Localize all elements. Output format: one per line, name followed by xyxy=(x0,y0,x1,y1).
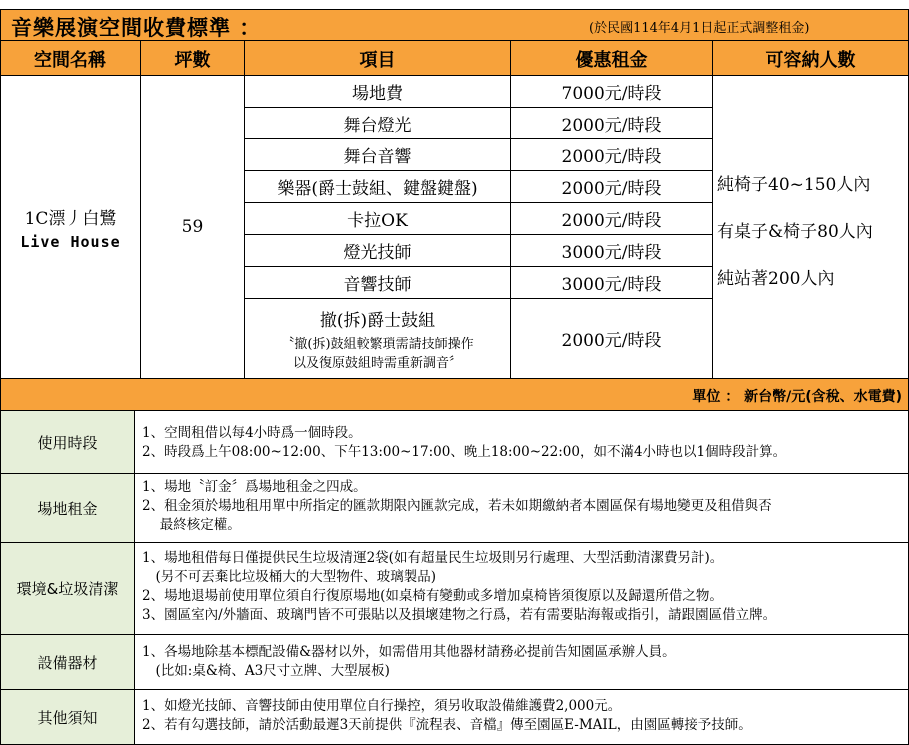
price-stage-audio: 2000元/時段 xyxy=(510,139,712,171)
currency-unit: 單位 ： 新台幣/元(含稅、水電費) xyxy=(692,389,902,405)
notes-content-cleaning xyxy=(134,543,909,635)
col-header-price: 優惠租金 xyxy=(510,41,712,76)
col-header-area: 坪數 xyxy=(140,41,244,76)
notes-content-other xyxy=(134,690,909,745)
price-drum-teardown: 2000元/時段 xyxy=(510,299,712,379)
price-stage-lighting: 2000元/時段 xyxy=(510,108,712,139)
unit-bar xyxy=(0,379,909,411)
notes-label-equipment: 設備器材 xyxy=(0,635,134,690)
notes-label-usage-period: 使用時段 xyxy=(0,411,134,474)
capacity-chairs-only: 純椅子40~150人內 xyxy=(717,175,871,195)
col-header-capacity: 可容納人數 xyxy=(712,41,909,76)
effective-date-note: (於民國114年4月1日起正式調整租金) xyxy=(589,21,810,36)
item-audio-technician: 音響技師 xyxy=(244,267,510,299)
note-line: (另不可丟棄比垃圾桶大的大型物件、玻璃製品) xyxy=(142,569,437,585)
note-line: (比如:桌&椅、A3尺寸立牌、大型展板) xyxy=(142,663,390,679)
note-line: 2、租金須於場地租用單中所指定的匯款期限內匯款完成，若未如期繳納者本園區保有場地變更及租借與否 xyxy=(142,498,772,514)
notes-label-other: 其他須知 xyxy=(0,690,134,745)
note-line: 2、時段爲上午08:00~12:00、下午13:00~17:00、晚上18:00~22:00，如不滿4小時也以1個時段計算。 xyxy=(142,444,787,460)
col-header-space-name: 空間名稱 xyxy=(34,49,106,71)
notes-content-usage-period xyxy=(134,411,909,474)
item-drum-teardown xyxy=(244,299,510,379)
price-audio-technician: 3000元/時段 xyxy=(510,267,712,299)
drum-teardown-note-2: 以及復原鼓組時需重新調音〞 xyxy=(292,356,462,371)
capacity-tables-chairs: 有桌子&椅子80人內 xyxy=(717,222,873,242)
notes-content-equipment xyxy=(134,635,909,690)
page-title: 音樂展演空間收費標準 ： xyxy=(11,15,262,40)
item-karaoke: 卡拉OK xyxy=(244,203,510,235)
space-name-cell xyxy=(0,76,140,379)
item-stage-audio: 舞台音響 xyxy=(244,139,510,171)
item-venue-fee: 場地費 xyxy=(244,76,510,108)
notes-label-cleaning: 環境&垃圾清潔 xyxy=(0,543,134,635)
space-name-english: Live House xyxy=(20,232,121,251)
item-instruments: 樂器(爵士鼓組、鍵盤鍵盤) xyxy=(244,171,510,203)
capacity-cell xyxy=(712,76,909,379)
notes-content-venue-rent xyxy=(134,474,909,543)
note-line: 3、園區室內/外牆面、玻璃門皆不可張貼以及損壞建物之行爲，若有需要貼海報或指引，請跟園區借立牌。 xyxy=(142,607,777,623)
note-line: 2、場地退場前使用單位須自行復原場地(如桌椅有變動或多增加桌椅皆須復原以及歸還所借之物。 xyxy=(142,588,723,604)
note-line: 1、各場地除基本標配設備&器材以外，如需借用其他器材請務必提前告知園區承辦人員。 xyxy=(142,644,676,660)
title-bar xyxy=(0,9,909,41)
notes-label-venue-rent: 場地租金 xyxy=(0,474,134,543)
drum-teardown-note-1: 〝撤(拆)鼓組較繁瑣需請技師操作 xyxy=(281,337,474,352)
price-lighting-technician: 3000元/時段 xyxy=(510,235,712,267)
note-line: 1、場地租借每日僅提供民生垃圾清運2袋(如有超量民生垃圾則另行處理、大型活動清潔費另計)。 xyxy=(142,550,724,566)
col-header-item: 項目 xyxy=(244,41,510,76)
capacity-standing: 純站著200人內 xyxy=(717,269,835,289)
space-name: 1C漂丿白鷺 xyxy=(24,208,117,229)
item-stage-lighting: 舞台燈光 xyxy=(244,108,510,139)
note-line: 2、若有勾選技師，請於活動最遲3天前提供『流程表、音檔』傳至園區E-MAIL，由園區轉接予技師。 xyxy=(142,717,752,733)
price-karaoke: 2000元/時段 xyxy=(510,203,712,235)
note-line: 1、場地〝訂金〞爲場地租金之四成。 xyxy=(142,479,367,495)
drum-teardown-label: 撤(拆)爵士鼓組 xyxy=(319,311,436,331)
note-line: 最終核定權。 xyxy=(142,517,241,533)
note-line: 1、空間租借以每4小時爲一個時段。 xyxy=(142,425,362,441)
area-value: 59 xyxy=(140,76,244,379)
price-venue-fee: 7000元/時段 xyxy=(510,76,712,108)
item-lighting-technician: 燈光技師 xyxy=(244,235,510,267)
note-line: 1、如燈光技師、音響技師由使用單位自行操控，須另收取設備維護費2,000元。 xyxy=(142,698,622,714)
price-instruments: 2000元/時段 xyxy=(510,171,712,203)
